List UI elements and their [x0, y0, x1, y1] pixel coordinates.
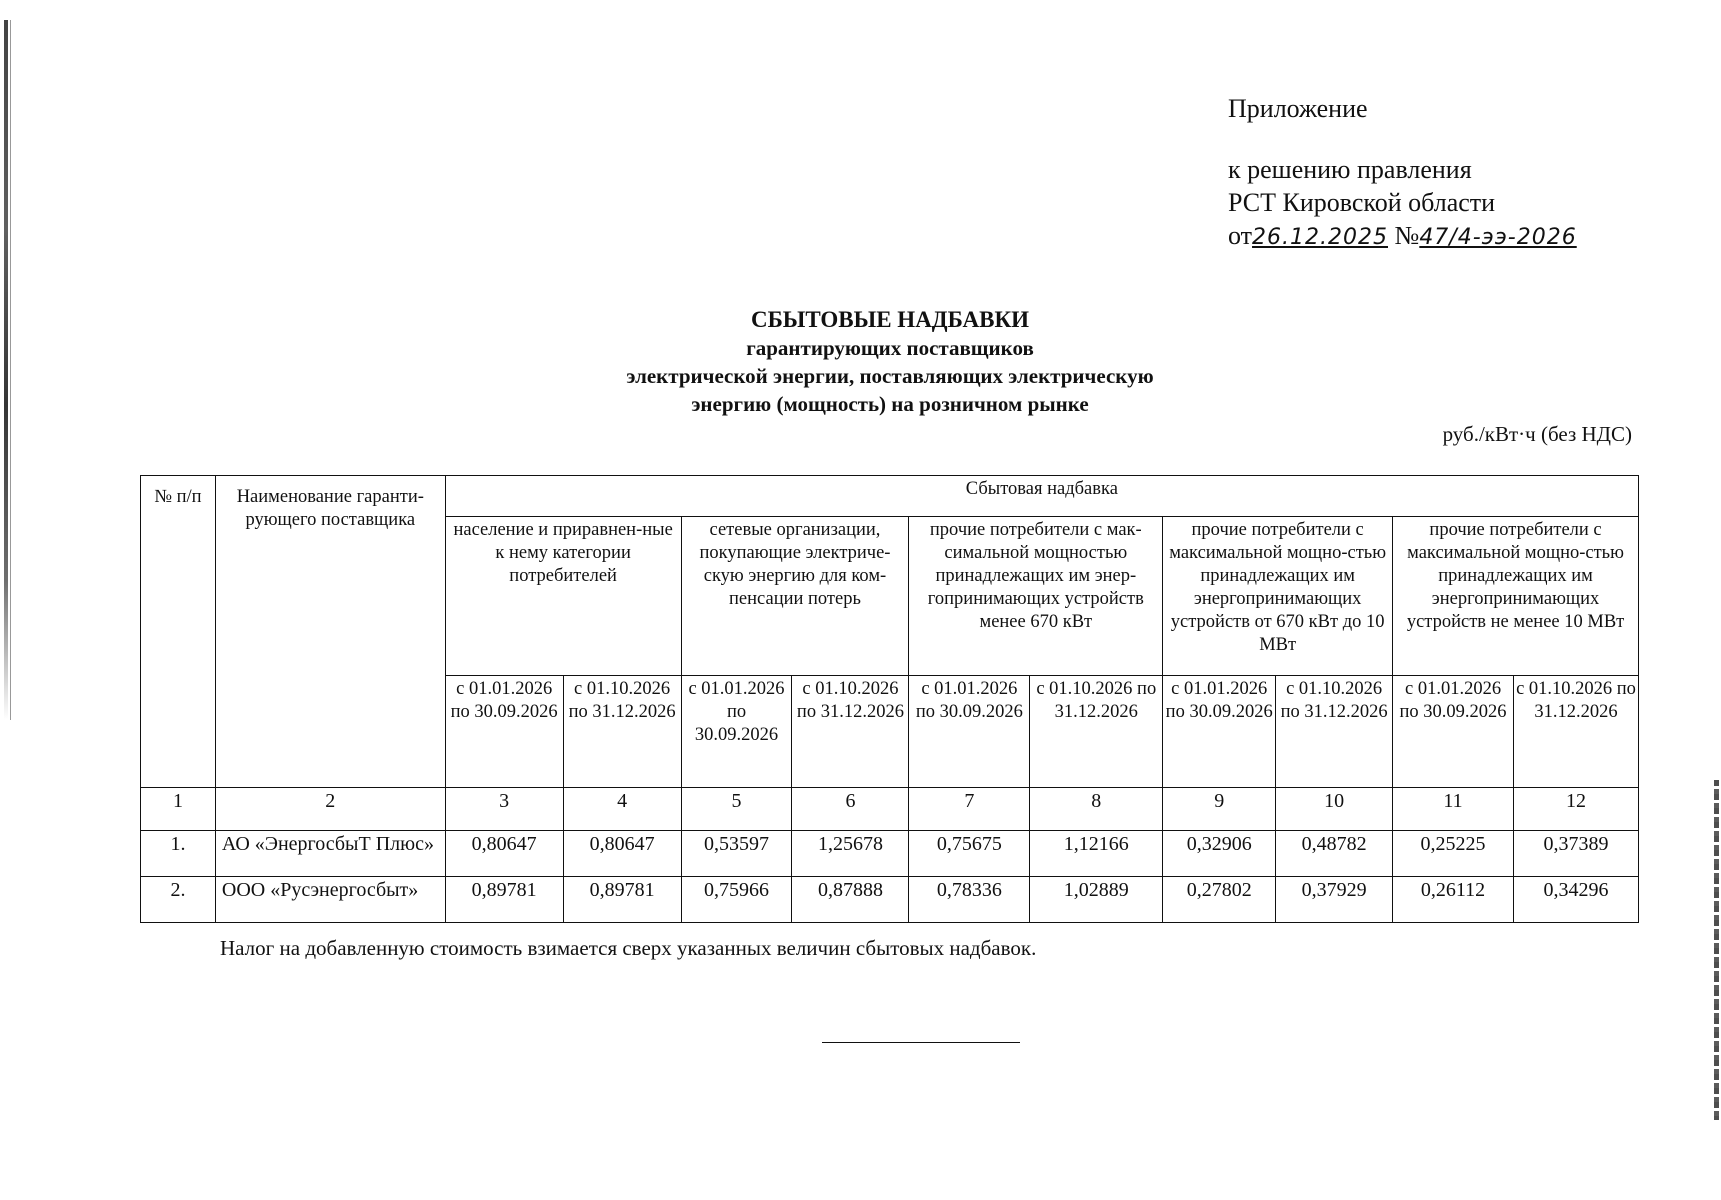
period-header: с 01.01.2026 по 30.09.2026 — [681, 676, 792, 788]
document-title — [0, 306, 1721, 418]
supplier-name: ООО «Русэнергосбыт» — [215, 877, 445, 923]
value-cell: 0,80647 — [445, 831, 563, 877]
column-number: 11 — [1393, 788, 1514, 831]
vat-footnote: Налог на добавленную стоимость взимается сверх указанных величин сбытовых надбавок. — [220, 936, 1037, 960]
title-line3: электрической энергии, поставляющих электрическую — [626, 364, 1154, 388]
column-number: 3 — [445, 788, 563, 831]
decision-number: 47/4-ээ-2026 — [1419, 225, 1577, 250]
appendix-label: Приложение — [1228, 94, 1368, 123]
category-header: прочие потребители с максимальной мощно-стью принадлежащих им энергопринимающих устройств не менее 10 МВт — [1393, 517, 1639, 676]
value-cell: 0,87888 — [792, 877, 909, 923]
decision-date: 26.12.2025 — [1252, 225, 1388, 250]
row-num-cell: 1. — [141, 831, 216, 877]
value-cell: 1,02889 — [1030, 877, 1163, 923]
value-cell: 0,89781 — [445, 877, 563, 923]
header-name: Наименование гаранти-рующего поставщика — [215, 476, 445, 788]
category-header: прочие потребители с максимальной мощно-стью принадлежащих им энергопринимающих устройств от 670 кВт до 10 МВт — [1163, 517, 1393, 676]
column-number: 5 — [681, 788, 792, 831]
appendix-from: от — [1228, 221, 1253, 250]
period-header: с 01.10.2026 по 31.12.2026 — [1514, 676, 1639, 788]
column-number: 12 — [1514, 788, 1639, 831]
appendix-no-sign: № — [1394, 221, 1420, 250]
appendix-decision — [1228, 219, 1577, 254]
period-header: с 01.10.2026 по 31.12.2026 — [1276, 676, 1393, 788]
period-header: с 01.01.2026 по 30.09.2026 — [1393, 676, 1514, 788]
period-header: с 01.10.2026 по 31.12.2026 — [1030, 676, 1163, 788]
value-cell: 0,37929 — [1276, 877, 1393, 923]
value-cell: 0,78336 — [909, 877, 1030, 923]
value-cell: 0,53597 — [681, 831, 792, 877]
title-main: СБЫТОВЫЕ НАДБАВКИ — [750, 307, 1030, 332]
column-number: 4 — [563, 788, 681, 831]
value-cell: 0,27802 — [1163, 877, 1276, 923]
tariff-table — [140, 475, 1639, 923]
column-number: 2 — [215, 788, 445, 831]
title-line4: энергию (мощность) на розничном рынке — [691, 392, 1089, 416]
category-header: сетевые организации, покупающие электриче-скую энергию для ком-пенсации потерь — [681, 517, 909, 676]
value-cell: 0,32906 — [1163, 831, 1276, 877]
value-cell: 1,12166 — [1030, 831, 1163, 877]
period-header: с 01.01.2026 по 30.09.2026 — [1163, 676, 1276, 788]
value-cell: 0,75675 — [909, 831, 1030, 877]
table-row — [141, 831, 1639, 877]
column-number: 1 — [141, 788, 216, 831]
column-number: 8 — [1030, 788, 1163, 831]
period-header: с 01.10.2026 по 31.12.2026 — [563, 676, 681, 788]
appendix-line2: РСТ Кировской области — [1228, 188, 1496, 217]
value-cell: 0,48782 — [1276, 831, 1393, 877]
column-number: 6 — [792, 788, 909, 831]
title-line2: гарантирующих поставщиков — [746, 336, 1034, 360]
header-num: № п/п — [141, 476, 216, 788]
period-header: с 01.01.2026 по 30.09.2026 — [909, 676, 1030, 788]
supplier-name: АО «ЭнергосбыТ Плюс» — [215, 831, 445, 877]
value-cell: 0,26112 — [1393, 877, 1514, 923]
header-markup: Сбытовая надбавка — [445, 476, 1638, 517]
row-num-cell: 2. — [141, 877, 216, 923]
value-cell: 0,25225 — [1393, 831, 1514, 877]
value-cell: 0,75966 — [681, 877, 792, 923]
value-cell: 0,34296 — [1514, 877, 1639, 923]
end-divider — [822, 1042, 1020, 1043]
value-cell: 0,37389 — [1514, 831, 1639, 877]
period-header: с 01.01.2026 по 30.09.2026 — [445, 676, 563, 788]
column-number: 9 — [1163, 788, 1276, 831]
scan-edge-right — [1714, 780, 1719, 1120]
appendix-line1: к решению правления — [1228, 155, 1472, 184]
table-row — [141, 877, 1639, 923]
period-header: с 01.10.2026 по 31.12.2026 — [792, 676, 909, 788]
value-cell: 0,80647 — [563, 831, 681, 877]
category-header: прочие потребители с мак-симальной мощностью принадлежащих им энер-гопринимающих устройств менее 670 кВт — [909, 517, 1163, 676]
units-label: руб./кВт·ч (без НДС) — [1442, 422, 1632, 446]
column-number: 10 — [1276, 788, 1393, 831]
value-cell: 0,89781 — [563, 877, 681, 923]
category-header: население и приравнен-ные к нему категории потребителей — [445, 517, 681, 676]
column-number: 7 — [909, 788, 1030, 831]
value-cell: 1,25678 — [792, 831, 909, 877]
appendix-block — [1228, 92, 1577, 254]
